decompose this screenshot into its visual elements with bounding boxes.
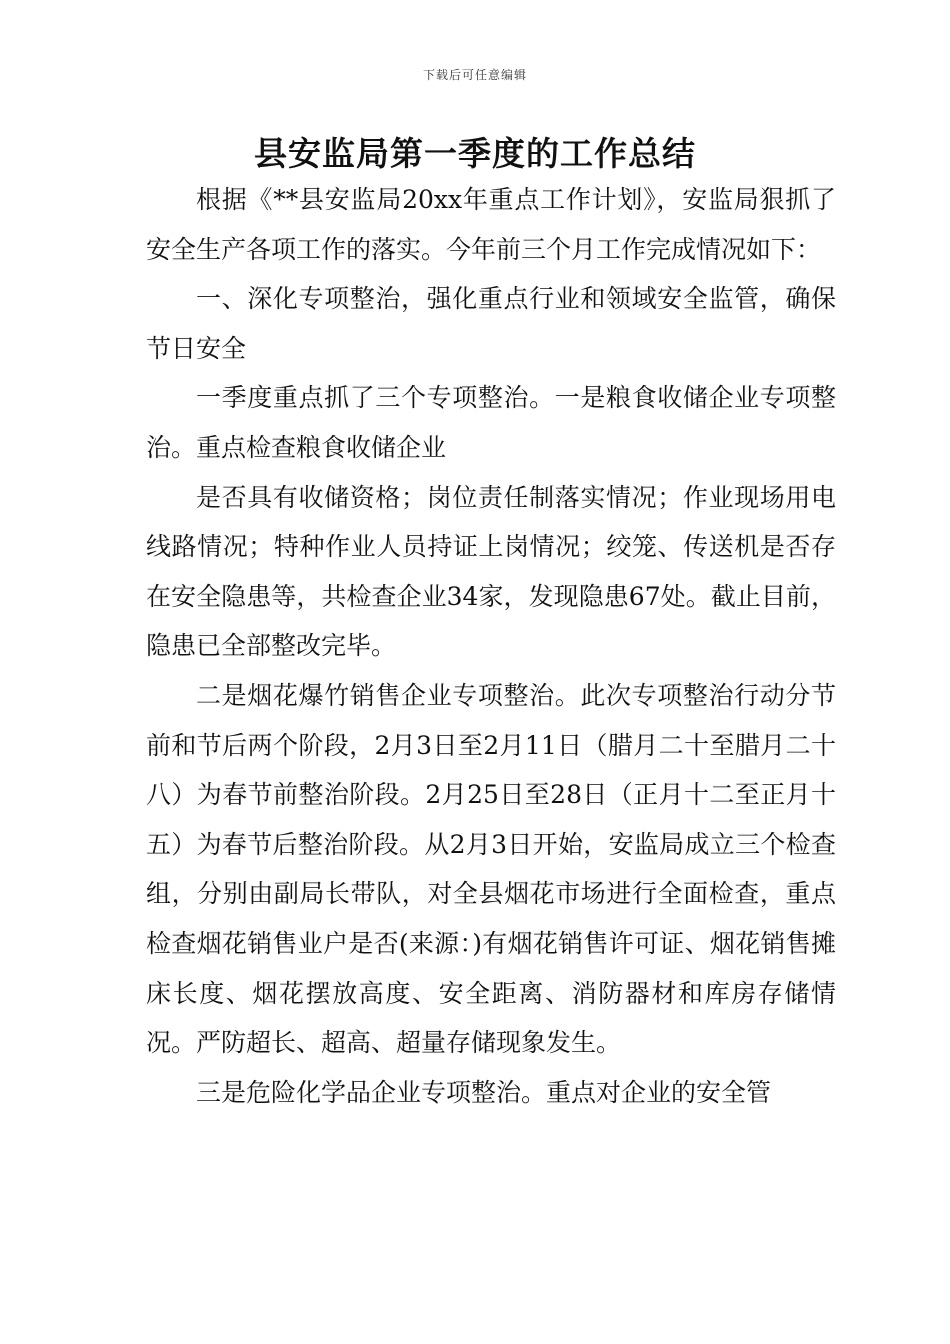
document-body bbox=[146, 175, 836, 1117]
paragraph: 一、深化专项整治，强化重点行业和领域安全监管，确保节日安全 bbox=[146, 284, 836, 363]
paragraph: 一季度重点抓了三个专项整治。一是粮食收储企业专项整治。重点检查粮食收储企业 bbox=[146, 383, 836, 462]
paragraph: 根据《**县安监局20xx年重点工作计划》，安监局狠抓了安全生产各项工作的落实。今年前三个月工作完成情况如下： bbox=[146, 185, 836, 264]
header-note: 下载后可任意编辑 bbox=[422, 68, 527, 82]
paragraph: 三是危险化学品企业专项整治。重点对企业的安全管 bbox=[196, 1077, 772, 1107]
paragraph: 是否具有收储资格；岗位责任制落实情况；作业现场用电线路情况；特种作业人员持证上岗情况；绞笼、传送机是否存在安全隐患等，共检查企业34家，发现隐患67处。截止目前，隐患已全部整改完毕。 bbox=[146, 482, 836, 661]
document-title: 县安监局第一季度的工作总结 bbox=[254, 134, 696, 173]
paragraph: 二是烟花爆竹销售企业专项整治。此次专项整治行动分节前和节后两个阶段，2月3日至2月11日（腊月二十至腊月二十八）为春节前整治阶段。2月25日至28日（正月十二至正月十五）为春节后整治阶段。从2月3日开始，安监局成立三个检查组，分别由副局长带队，对全县烟花市场进行全面检查，重点检查烟花销售业户是否(来源：)有烟花销售许可证、烟花销售摊床长度、烟花摆放高度、安全距离、消防器材和库房存储情况。严防超长、超高、超量存储现象发生。 bbox=[146, 680, 836, 1058]
